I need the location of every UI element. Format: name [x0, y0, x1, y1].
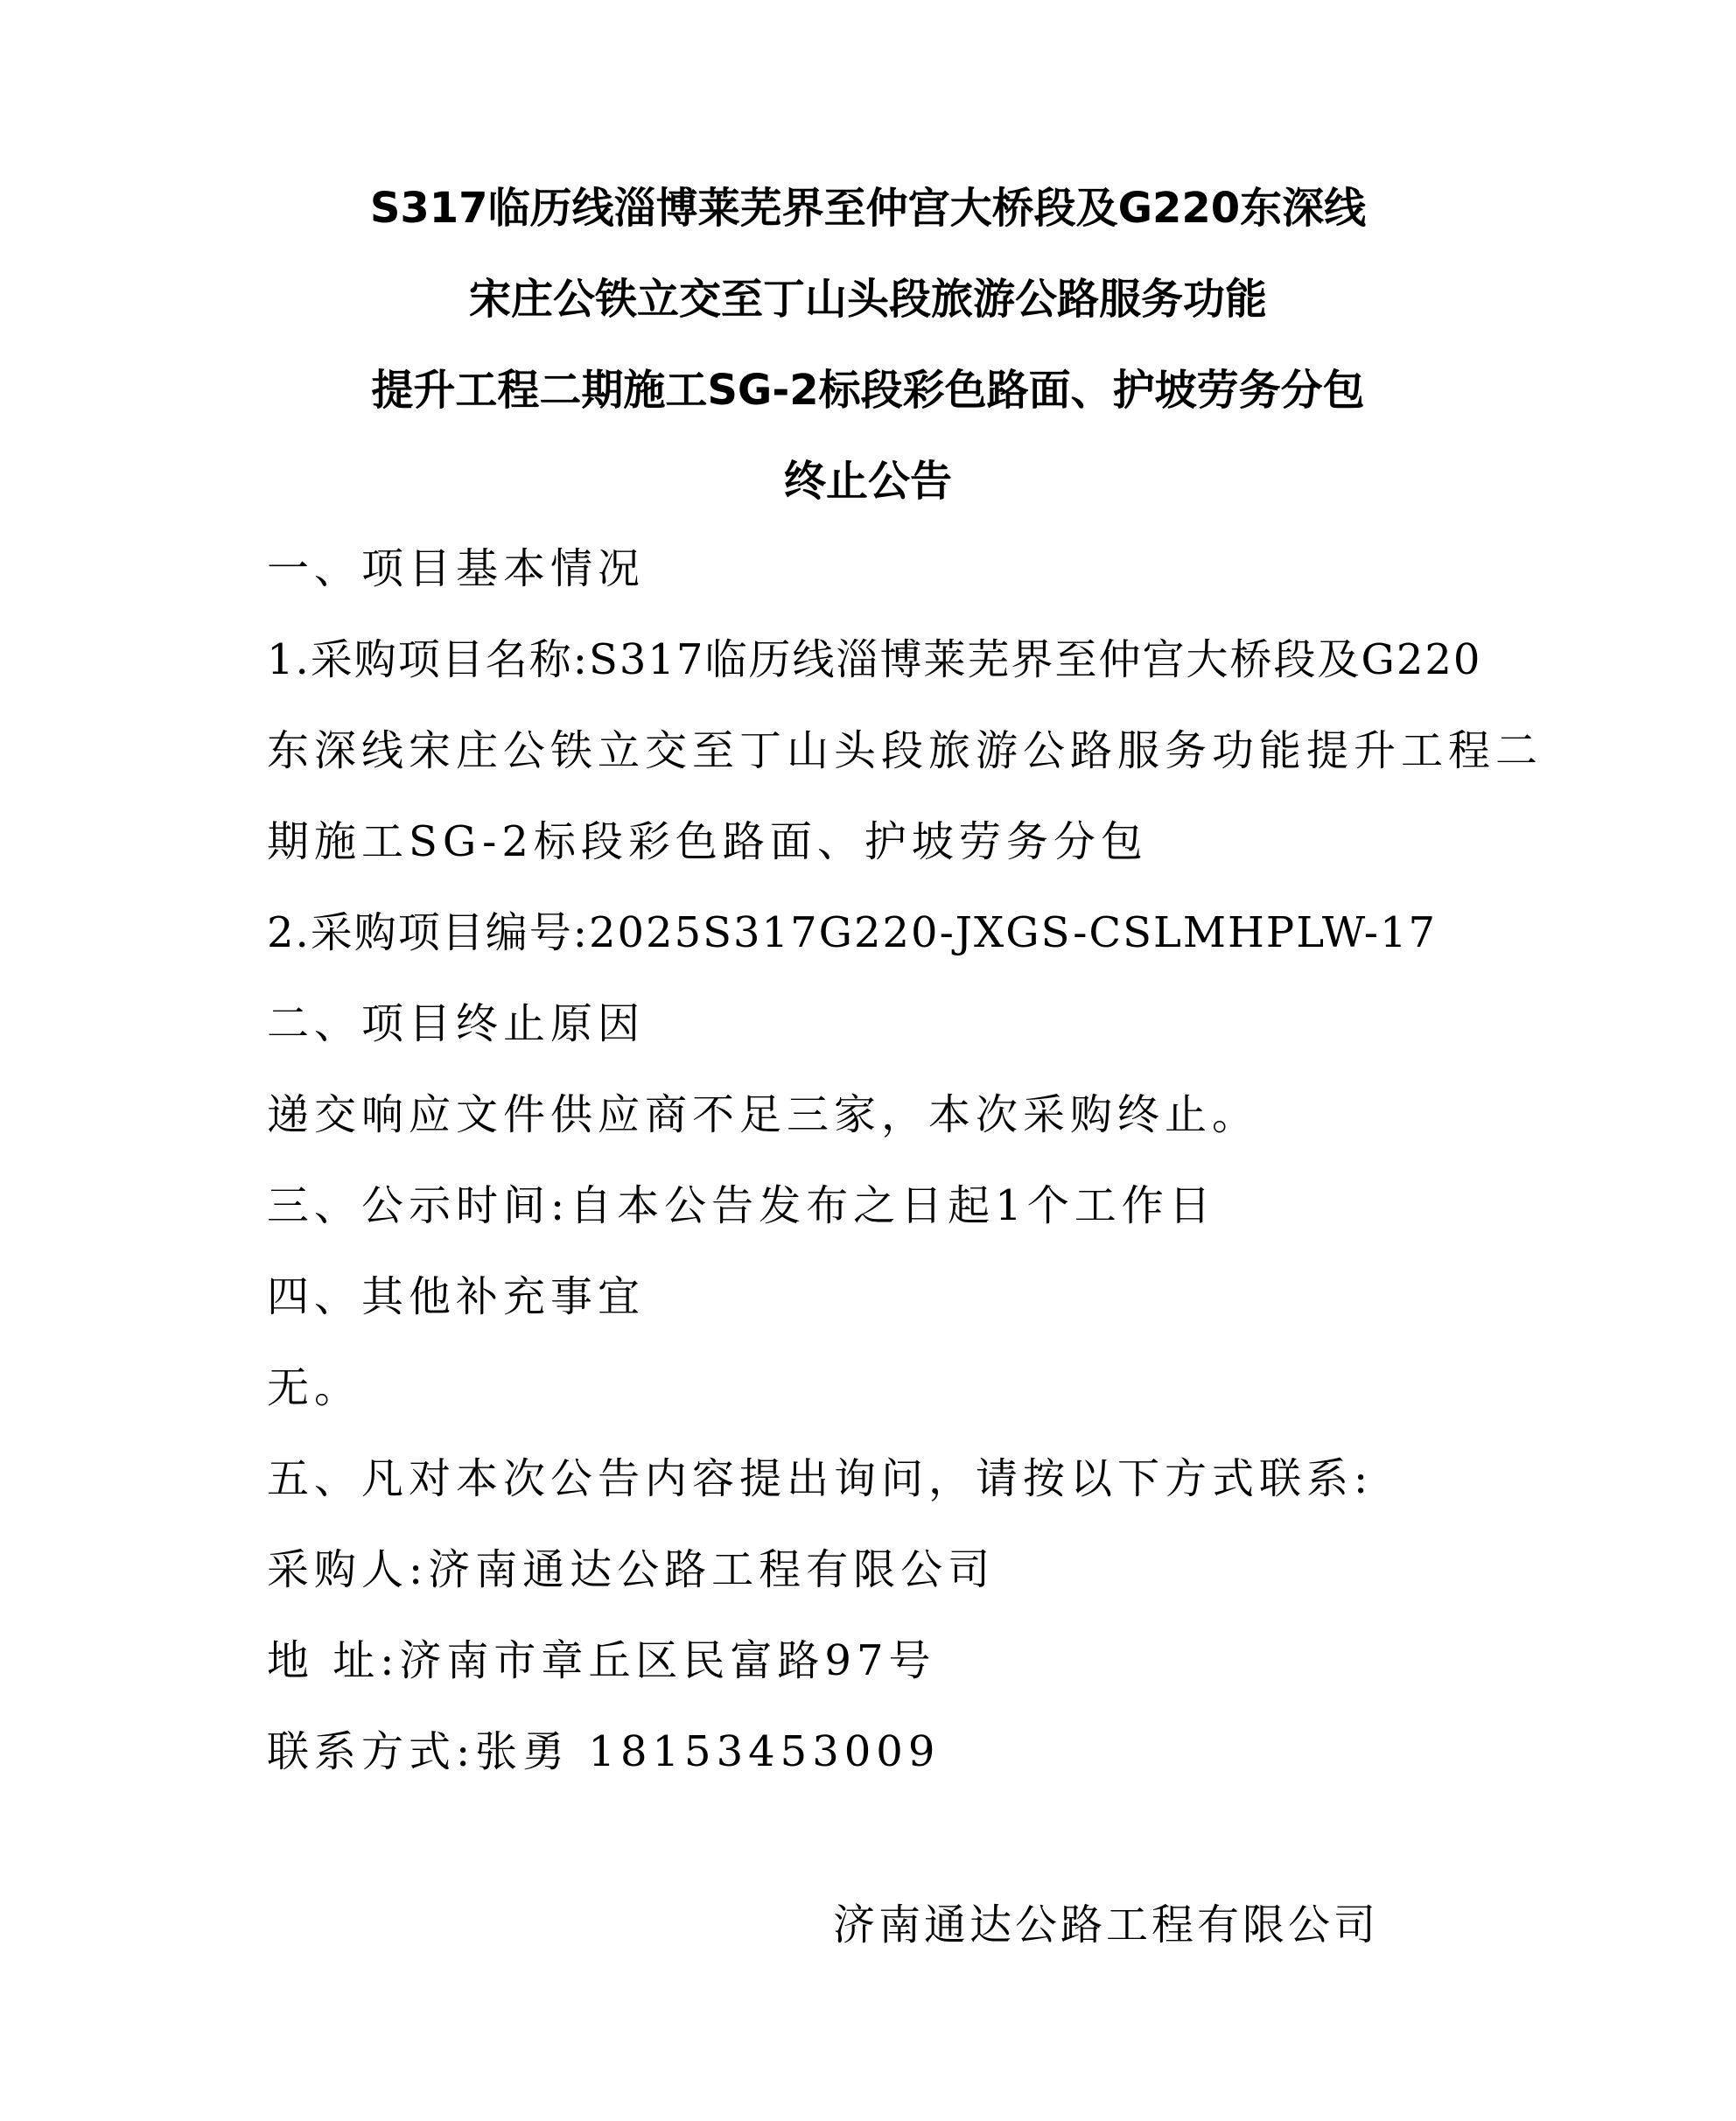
title-line-1: S317临历线淄博莱芜界至仲宫大桥段及G220东深线 [369, 184, 1367, 233]
announcement-body [267, 523, 1544, 1797]
title-line-4: 终止公告 [783, 457, 952, 506]
section-4-heading: 四、其他补充事宜 [267, 1272, 646, 1321]
contact-line: 联系方式:张勇 18153453009 [267, 1727, 941, 1776]
section-3-publicity-period: 三、公示时间:自本公告发布之日起1个工作日 [267, 1181, 1216, 1230]
project-name-line-2: 东深线宋庄公铁立交至丁山头段旅游公路服务功能提升工程二 [267, 726, 1544, 775]
title-line-2: 宋庄公铁立交至丁山头段旅游公路服务功能 [468, 275, 1267, 324]
purchaser-line: 采购人:济南通达公路工程有限公司 [267, 1545, 996, 1594]
project-number: 2.采购项目编号:2025S317G220-JXGS-CSLMHPLW-17 [267, 908, 1438, 957]
project-name-line-1: 1.采购项目名称:S317临历线淄博莱芜界至仲宫大桥段及G220 [267, 635, 1482, 684]
announcement-title [262, 163, 1474, 527]
section-5-heading: 五、凡对本次公告内容提出询问，请按以下方式联系: [267, 1454, 1374, 1503]
title-line-3: 提升工程二期施工SG-2标段彩色路面、护坡劳务分包 [371, 366, 1365, 415]
termination-reason: 递交响应文件供应商不足三家，本次采购终止。 [267, 1090, 1260, 1139]
signature-company: 济南通达公路工程有限公司 [833, 1900, 1380, 1950]
address-line: 地 址:济南市章丘区民富路97号 [267, 1636, 936, 1685]
section-1-heading: 一、项目基本情况 [267, 544, 646, 593]
section-4-text: 无。 [267, 1363, 362, 1412]
project-name-line-3: 期施工SG-2标段彩色路面、护坡劳务分包 [267, 817, 1148, 866]
section-2-heading: 二、项目终止原因 [267, 999, 646, 1048]
